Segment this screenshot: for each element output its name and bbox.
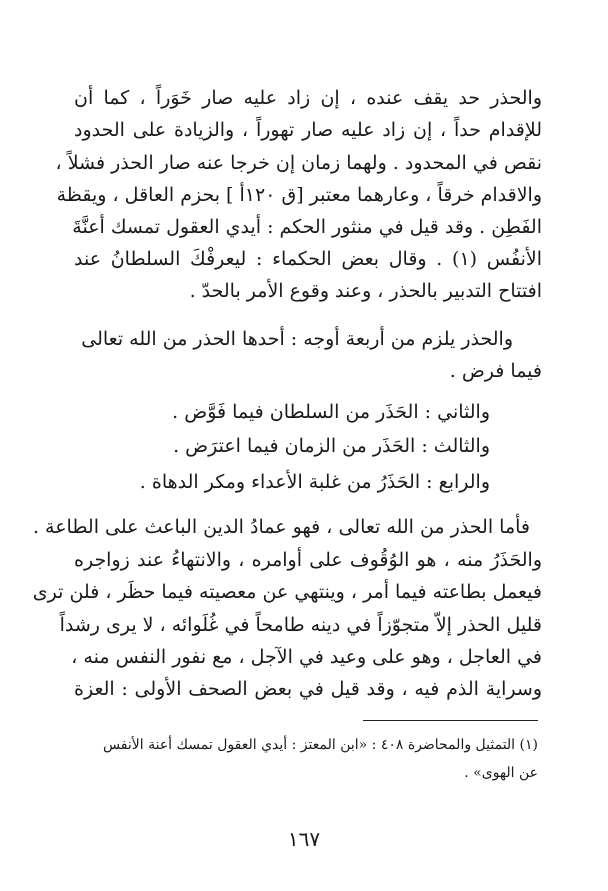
page-number: ١٦٧ — [287, 827, 321, 851]
text-line: قليل الحذر إلاّ متجوّزاً في دينه طامحاً في غُلَوائه ، لا يرى رشداً — [59, 614, 542, 636]
text-line: والحَذَرُ منه ، هو الوُقُوف على أوامره ، والانتهاءُ عند زواجره — [74, 549, 542, 571]
paragraph-first-line: والحذر يلزم من أربعة أوجه : أحدها الحذر من الله تعالى — [81, 328, 513, 350]
list-item: والرابع : الحَذَرُ من غلبة الأعداء ومكر الدهاة . — [139, 471, 490, 493]
text-line: للإقدام حداً ، إن زاد عليه صار تهوراً ، والزيادة على الحدود — [74, 119, 542, 141]
list-item: والثالث : الحَذَر من الزمان فيما اعترَض . — [173, 435, 490, 457]
text-line: نقص في المحدود . ولهما زمان إن خرجا عنه صار الحذر فشلاً ، — [55, 152, 542, 174]
footnote-line: (١) التمثيل والمحاضرة ٤٠٨ : «ابن المعتز : أيدي العقول تمسك أعنة الأنفس — [102, 737, 538, 753]
text-line: فيعمل بطاعته فيما أمر ، وينتهي عن معصيته فيما حظَر ، فلن ترى — [32, 581, 542, 603]
footnote-line: عن الهوى» . — [464, 765, 538, 781]
text-line: في العاجل ، وهو على وعيد في الآجل ، مع نفور النفس منه ، — [71, 646, 542, 668]
list-item: والثاني : الحَذَر من السلطان فيما فَوَّض . — [172, 401, 490, 423]
text-line: الأنفُس (١) . وقال بعض الحكماء : ليعرفْكَ السلطانُ عند — [74, 248, 542, 270]
text-line: فيما فرض . — [449, 360, 542, 382]
text-line: افتتاح التدبير بالحذر ، وعند وقوع الأمر بالحدّ . — [189, 280, 542, 302]
footnote-divider — [363, 720, 538, 721]
text-line: والاقدام خرقاً ، وعارهما معتبر [ق ١٢٠أ ] بحزم العاقل ، ويقظة — [56, 184, 542, 206]
text-line: الفَطِن . وقد قيل في منثور الحكم : أيدي العقول تمسك أعنَّةَ — [72, 216, 542, 238]
paragraph-first-line: فأما الحذر من الله تعالى ، فهو عمادُ الدين الباعث على الطاعة . — [32, 516, 530, 538]
text-line: والحذر حد يقف عنده ، إن زاد عليه صار خَوَراً ، كما أن — [74, 87, 542, 109]
text-line: وسراية الذم فيه ، وقد قيل في بعض الصحف الأولى : العزة — [74, 678, 542, 700]
